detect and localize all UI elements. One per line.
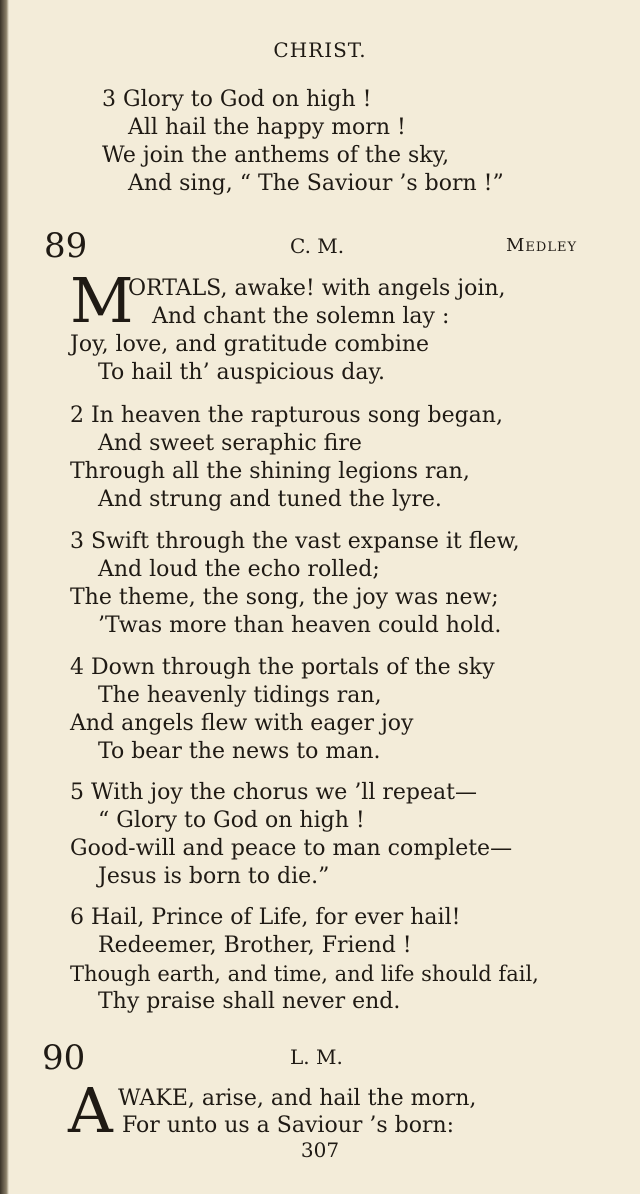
tune-name: Medley [506,235,578,256]
verse-line: And sing, “ The Saviour ’s born !” [128,171,504,196]
verse-line: The theme, the song, the joy was new; [70,585,499,610]
verse-line: Though earth, and time, and life should fail, [70,962,539,986]
running-head: CHRIST. [273,38,367,62]
verse-line: 6 Hail, Prince of Life, for ever hail! [70,905,461,930]
verse-line: And angels flew with eager joy [70,711,414,736]
verse-line: And loud the echo rolled; [98,557,380,582]
verse-line: WAKE, arise, and hail the morn, [118,1086,477,1111]
verse-line: Redeemer, Brother, Friend ! [98,933,412,958]
verse-line: ’Twas more than heaven could hold. [98,613,502,638]
verse-line: And strung and tuned the lyre. [98,487,442,512]
verse-line: “ Glory to God on high ! [98,808,365,833]
verse-line: Good-will and peace to man complete— [70,836,513,861]
verse-line: To bear the news to man. [98,739,381,764]
verse-line: 3 Swift through the vast expanse it flew, [70,529,520,554]
verse-line: 2 In heaven the rapturous song began, [70,403,503,428]
verse-line: All hail the happy morn ! [128,115,406,140]
verse-line: ORTALS, awake! with angels join, [128,276,506,301]
drop-cap: M [70,264,134,337]
verse-line: To hail th’ auspicious day. [98,360,385,385]
hymn-meter: C. M. [290,234,345,258]
page-number: 307 [300,1138,340,1162]
verse-line: Thy praise shall never end. [98,989,401,1014]
verse-line: Through all the shining legions ran, [70,459,470,484]
verse-line: 4 Down through the portals of the sky [70,655,495,680]
hymn-meter: L. M. [290,1045,343,1069]
verse-line: And chant the solemn lay : [152,304,450,329]
verse-line: 5 With joy the chorus we ’ll repeat— [70,780,477,805]
verse-line: Jesus is born to die.” [98,864,330,889]
verse-line: 3 Glory to God on high ! [102,87,372,112]
drop-cap: A [68,1074,113,1147]
verse-line: We join the anthems of the sky, [102,143,450,168]
verse-line: For unto us a Saviour ’s born: [122,1113,455,1138]
verse-line: Joy, love, and gratitude combine [70,332,430,357]
hymn-number: 90 [42,1038,86,1078]
hymn-number: 89 [44,226,88,266]
verse-line: The heavenly tidings ran, [98,683,382,708]
verse-line: And sweet seraphic fire [98,431,362,456]
